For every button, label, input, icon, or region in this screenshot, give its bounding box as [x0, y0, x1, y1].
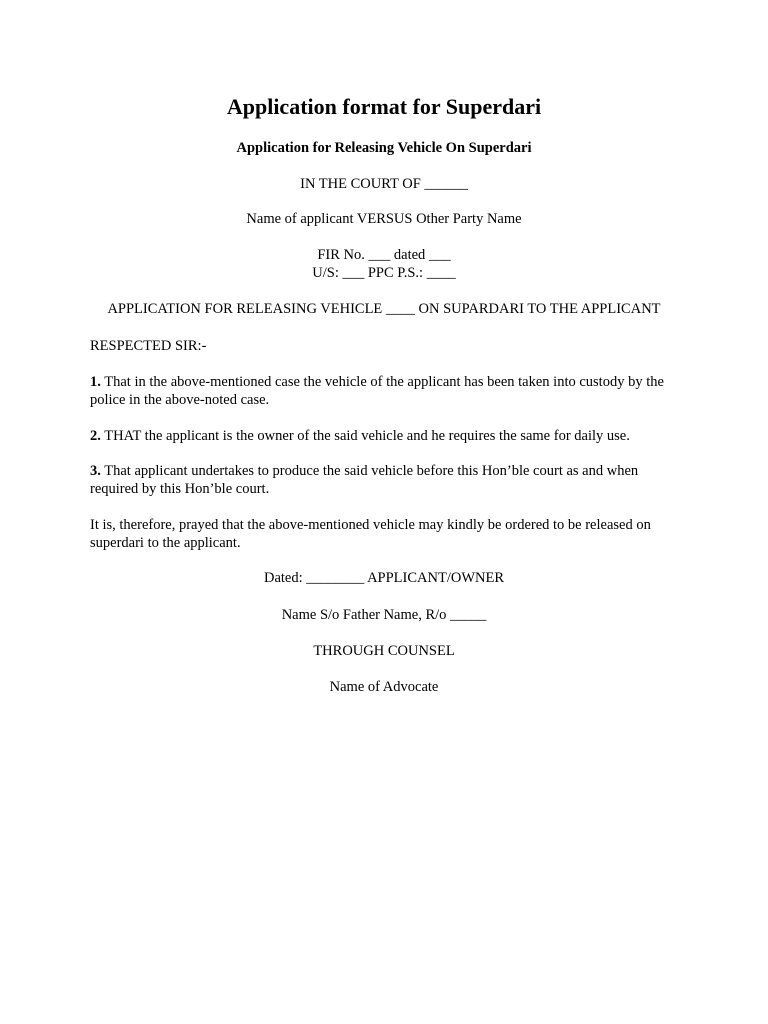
point-2-number: 2.: [90, 428, 101, 444]
applicant-line: Name S/o Father Name, R/o _____: [281, 607, 487, 623]
fir-line: FIR No. ___ dated ___: [317, 247, 451, 263]
us-line: U/S: ___ PPC P.S.: ____: [312, 265, 456, 281]
point-3: [90, 462, 680, 498]
point-3-number: 3.: [90, 463, 101, 479]
point-2: [90, 427, 690, 445]
through-counsel-line: THROUGH COUNSEL: [313, 643, 455, 659]
prayer-paragraph: It is, therefore, prayed that the above-mentioned vehicle may kindly be ordered to be released on superdari to the applicant.: [90, 517, 651, 551]
document-subtitle: Application for Releasing Vehicle On Superdari: [236, 140, 532, 156]
point-1-number: 1.: [90, 374, 101, 390]
parties-line: Name of applicant VERSUS Other Party Name: [246, 211, 522, 227]
court-line: IN THE COURT OF ______: [300, 176, 468, 192]
application-heading: APPLICATION FOR RELEASING VEHICLE ____ ON SUPARDARI TO THE APPLICANT: [107, 301, 661, 317]
point-3-text: That applicant undertakes to produce the said vehicle before this Hon’ble court as and when required by this Hon’ble court.: [90, 463, 639, 497]
point-2-text: THAT the applicant is the owner of the said vehicle and he requires the same for daily use.: [104, 428, 630, 444]
advocate-line: Name of Advocate: [329, 679, 439, 695]
dated-line: Dated: ________ APPLICANT/OWNER: [263, 570, 505, 586]
point-1: [90, 373, 685, 409]
salutation: RESPECTED SIR:-: [90, 338, 207, 354]
point-1-text: That in the above-mentioned case the vehicle of the applicant has been taken into custody by the police in the above-noted case.: [90, 374, 664, 408]
document-title: Application format for Superdari: [226, 94, 542, 119]
